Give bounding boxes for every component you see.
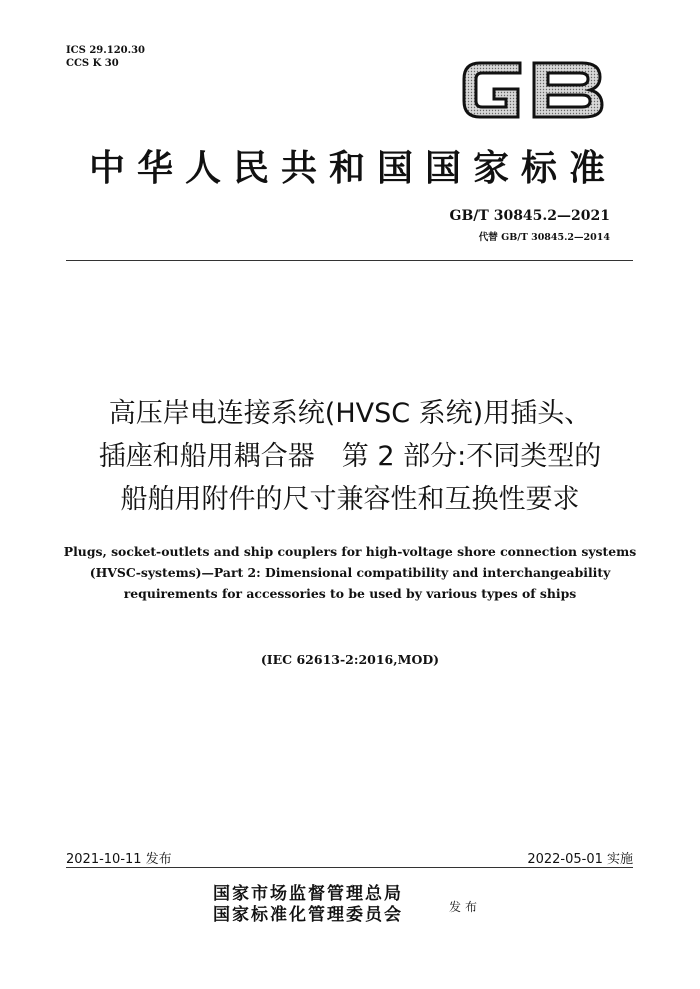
classification-codes	[66, 44, 145, 70]
issuer: 国家市场监督管理总局	[213, 884, 403, 904]
english-title	[40, 541, 660, 604]
gb-logo	[458, 55, 608, 125]
issue-date: 2021-10-11 发布	[66, 852, 172, 867]
standard-number: GB/T 30845.2—2021	[449, 208, 610, 224]
org-title: 中华人民共和国国家标准	[88, 147, 617, 189]
issuer: 国家标准化管理委员会	[213, 905, 403, 925]
header-divider	[66, 260, 633, 261]
chinese-title	[50, 392, 650, 521]
footer-divider	[66, 867, 633, 868]
implementation-date: 2022-05-01 实施	[527, 852, 633, 867]
english-title-line: (HVSC-systems)—Part 2: Dimensional compatibility and interchangeability	[89, 565, 611, 580]
iec-reference: (IEC 62613-2:2016,MOD)	[260, 652, 440, 667]
english-title-line: requirements for accessories to be used by various types of ships	[123, 586, 577, 601]
ccs-code: CCS K 30	[66, 58, 119, 69]
chinese-title-line: 高压岸电连接系统(HVSC 系统)用插头、	[108, 398, 592, 429]
english-title-line: Plugs, socket-outlets and ship couplers for high-voltage shore connection systems	[63, 544, 637, 559]
chinese-title-line: 船舶用附件的尺寸兼容性和互换性要求	[120, 484, 580, 515]
ics-code: ICS 29.120.30	[66, 45, 146, 56]
chinese-title-line: 插座和船用耦合器 第 2 部分:不同类型的	[98, 441, 602, 472]
issue-label: 发布	[449, 900, 482, 914]
issuing-authorities	[213, 884, 403, 926]
replaces-standard: 代替 GB/T 30845.2—2014	[478, 232, 610, 243]
